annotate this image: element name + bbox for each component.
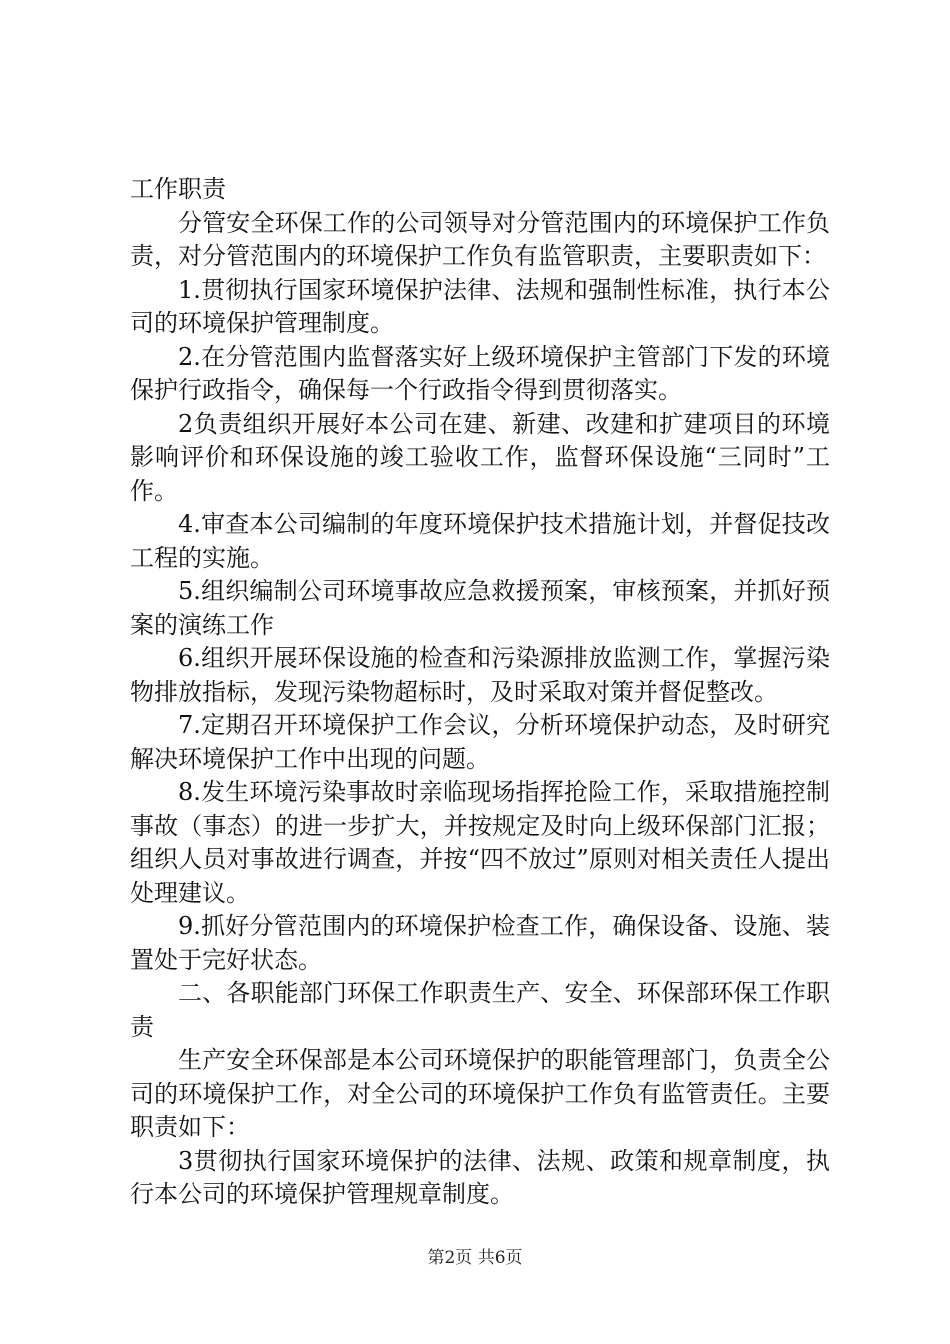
paragraph-item-1: 1.贯彻执行国家环境保护法律、法规和强制性标准，执行本公司的环境保护管理制度。: [130, 275, 830, 337]
section-heading: 二、各职能部门环保工作职责生产、安全、环保部环保工作职责: [130, 979, 830, 1041]
paragraph-item-9: 9.抓好分管范围内的环境保护检查工作，确保设备、设施、装置处于完好状态。: [130, 912, 830, 974]
paragraph-item-5: 5.组织编制公司环境事故应急救援预案，审核预案，并抓好预案的演练工作: [130, 577, 830, 639]
paragraph-department-intro: 生产安全环保部是本公司环境保护的职能管理部门，负责全公司的环境保护工作，对全公司的环境保护工作负有监管责任。主要职责如下：: [130, 1046, 830, 1141]
paragraph-intro: 分管安全环保工作的公司领导对分管范围内的环境保护工作负责，对分管范围内的环境保护工作负有监管职责，主要职责如下：: [130, 208, 830, 270]
paragraph-item-2: 2.在分管范围内监督落实好上级环境保护主管部门下发的环境保护行政指令，确保每一个行政指令得到贯彻落实。: [130, 342, 830, 404]
paragraph-item-3: 2负责组织开展好本公司在建、新建、改建和扩建项目的环境影响评价和环保设施的竣工验收工作，监督环保设施“三同时”工作。: [130, 409, 830, 505]
paragraph-item-7: 7.定期召开环境保护工作会议，分析环境保护动态，及时研究解决环境保护工作中出现的问题。: [130, 711, 830, 773]
paragraph-department-item: 3贯彻执行国家环境保护的法律、法规、政策和规章制度，执行本公司的环境保护管理规章制度。: [130, 1146, 830, 1208]
page-footer: 第2页 共6页: [427, 1248, 523, 1268]
paragraph-heading: 工作职责: [130, 175, 226, 203]
paragraph-item-6: 6.组织开展环保设施的检查和污染源排放监测工作，掌握污染物排放指标，发现污染物超标时，及时采取对策并督促整改。: [130, 644, 830, 706]
document-body: [130, 173, 830, 1212]
paragraph-item-4: 4.审查本公司编制的年度环境保护技术措施计划，并督促技改工程的实施。: [130, 510, 830, 572]
paragraph-item-8: 8.发生环境污染事故时亲临现场指挥抢险工作，采取措施控制事故（事态）的进一步扩大，并按规定及时向上级环保部门汇报；组织人员对事故进行调查，并按“四不放过”原则对相关责任人提出处理建议。: [130, 778, 830, 907]
